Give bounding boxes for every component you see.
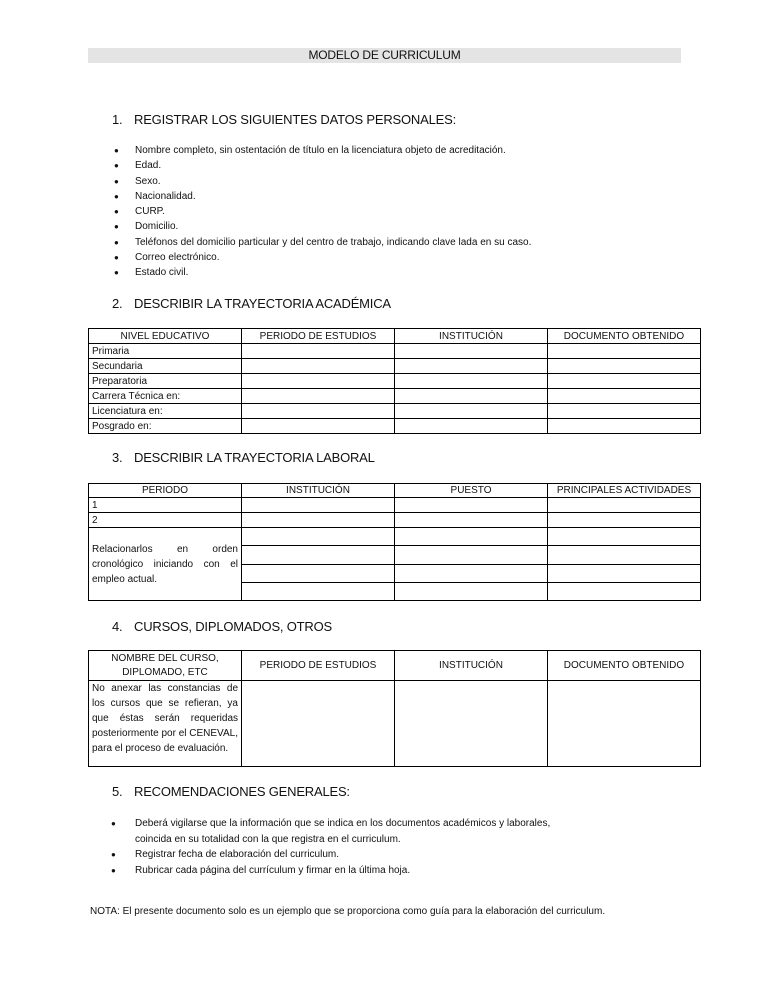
table-cell: [548, 546, 701, 565]
table-cell: [548, 583, 701, 601]
table-row: [89, 528, 701, 546]
table-cell: [242, 565, 395, 583]
column-header: PUESTO: [395, 484, 548, 498]
table-cell: [395, 528, 548, 546]
section-heading-personal-data: [112, 112, 456, 128]
list-item: ● Teléfonos del domicilio particular y del centro de trabajo, indicando clave lada en su caso.: [135, 235, 531, 250]
table-cell: [395, 419, 548, 434]
section-title: REGISTRAR LOS SIGUIENTES DATOS PERSONALES:: [134, 112, 456, 127]
section-title: RECOMENDACIONES GENERALES:: [134, 784, 350, 799]
section-title: DESCRIBIR LA TRAYECTORIA LABORAL: [134, 450, 375, 465]
work-order-note: Relacionarlos en orden cronológico iniciando con el empleo actual.: [89, 528, 242, 601]
table-cell: [395, 404, 548, 419]
bullet-icon: ●: [111, 865, 116, 875]
table-cell: [242, 374, 395, 389]
table-cell: [242, 344, 395, 359]
column-header: DOCUMENTO OBTENIDO: [548, 651, 701, 681]
table-row: [89, 681, 701, 767]
table-cell: [242, 546, 395, 565]
bullet-icon: ●: [114, 237, 119, 247]
table-cell: [395, 389, 548, 404]
table-cell: [395, 583, 548, 601]
bullet-icon: ●: [111, 819, 116, 828]
table-row: [89, 404, 701, 419]
section-heading-academic: [112, 296, 391, 312]
bullet-icon: ●: [111, 850, 116, 859]
list-item: ● Sexo.: [135, 174, 531, 189]
table-cell: [242, 498, 395, 513]
recommendations-list: [111, 816, 575, 878]
personal-data-list: [114, 143, 532, 281]
list-item: ● CURP.: [135, 204, 531, 219]
section-number: 3.: [112, 450, 123, 465]
table-row: [89, 359, 701, 374]
page-title: MODELO DE CURRICULUM: [88, 48, 681, 63]
table-row: [89, 419, 701, 434]
list-item: ● Edad.: [135, 158, 531, 173]
bullet-icon: ●: [114, 191, 119, 201]
section-heading-courses: [112, 619, 332, 635]
table-cell: [548, 513, 701, 528]
courses-table: [88, 650, 701, 767]
list-item: ● Registrar fecha de elaboración del curriculum.: [135, 847, 575, 863]
list-item: ● Nombre completo, sin ostentación de título en la licenciatura objeto de acreditación.: [135, 143, 531, 158]
table-row: [89, 374, 701, 389]
table-cell: [242, 513, 395, 528]
bullet-icon: ●: [114, 207, 119, 217]
work-table: [88, 483, 701, 601]
section-title: DESCRIBIR LA TRAYECTORIA ACADÉMICA: [134, 296, 391, 311]
list-item: ● Deberá vigilarse que la información que se indica en los documentos académicos y laborales, coincida en su totalidad con la que registra en el curriculum.: [111, 818, 551, 845]
column-header: PRINCIPALES ACTIVIDADES: [548, 484, 701, 498]
table-row: [89, 498, 701, 513]
section-number: 5.: [112, 784, 123, 799]
table-cell: [548, 359, 701, 374]
table-cell: [395, 513, 548, 528]
row-label: Primaria: [89, 344, 242, 359]
bullet-icon: ●: [114, 222, 119, 232]
table-cell: [395, 681, 548, 767]
table-cell: [242, 583, 395, 601]
list-item: ● Estado civil.: [135, 265, 531, 280]
section-title: CURSOS, DIPLOMADOS, OTROS: [134, 619, 332, 634]
table-cell: [395, 359, 548, 374]
column-header: PERIODO DE ESTUDIOS: [242, 329, 395, 344]
list-item: ● Domicilio.: [135, 219, 531, 234]
section-heading-recommendations: [112, 784, 350, 800]
column-header: NOMBRE DEL CURSO, DIPLOMADO, ETC: [89, 651, 242, 681]
bullet-icon: ●: [114, 268, 119, 278]
row-label: Preparatoria: [89, 374, 242, 389]
footnote: NOTA: El presente documento solo es un ejemplo que se proporciona como guía para la elaboración del curriculum.: [90, 906, 606, 917]
column-header: DOCUMENTO OBTENIDO: [548, 329, 701, 344]
table-cell: [242, 528, 395, 546]
table-cell: [548, 681, 701, 767]
column-header: PERIODO DE ESTUDIOS: [242, 651, 395, 681]
table-cell: [395, 344, 548, 359]
table-cell: [548, 389, 701, 404]
column-header: INSTITUCIÓN: [395, 651, 548, 681]
table-cell: [548, 419, 701, 434]
table-cell: [395, 374, 548, 389]
table-cell: [548, 374, 701, 389]
row-label: Carrera Técnica en:: [89, 389, 242, 404]
row-label: Secundaria: [89, 359, 242, 374]
table-cell: [548, 528, 701, 546]
courses-note: No anexar las constancias de los cursos que se refieran, ya que éstas serán requeridas posteriormente por el CENEVAL, para el proceso de evaluación.: [89, 681, 242, 767]
section-heading-work: [112, 450, 375, 466]
column-header: PERIODO: [89, 484, 242, 498]
bullet-icon: ●: [114, 161, 119, 171]
table-row: [89, 389, 701, 404]
table-cell: [548, 498, 701, 513]
column-header: INSTITUCIÓN: [395, 329, 548, 344]
row-label: 2: [89, 513, 242, 528]
bullet-icon: ●: [114, 253, 119, 263]
table-cell: [242, 404, 395, 419]
table-row: [89, 344, 701, 359]
table-row: [89, 513, 701, 528]
table-cell: [548, 565, 701, 583]
table-cell: [548, 344, 701, 359]
table-cell: [395, 565, 548, 583]
list-item: ● Rubricar cada página del currículum y firmar en la última hoja.: [135, 863, 575, 879]
row-label: Licenciatura en:: [89, 404, 242, 419]
column-header: NIVEL EDUCATIVO: [89, 329, 242, 344]
table-cell: [395, 498, 548, 513]
list-item: ● Nacionalidad.: [135, 189, 531, 204]
list-item: ● Correo electrónico.: [135, 250, 531, 265]
table-cell: [548, 404, 701, 419]
section-number: 1.: [112, 112, 123, 127]
row-label: Posgrado en:: [89, 419, 242, 434]
table-cell: [242, 359, 395, 374]
section-number: 4.: [112, 619, 123, 634]
column-header: INSTITUCIÓN: [242, 484, 395, 498]
table-cell: [395, 546, 548, 565]
table-cell: [242, 681, 395, 767]
section-number: 2.: [112, 296, 123, 311]
bullet-icon: ●: [114, 176, 119, 186]
bullet-icon: ●: [114, 146, 119, 155]
table-cell: [242, 389, 395, 404]
academic-table: [88, 328, 701, 434]
table-cell: [242, 419, 395, 434]
row-label: 1: [89, 498, 242, 513]
